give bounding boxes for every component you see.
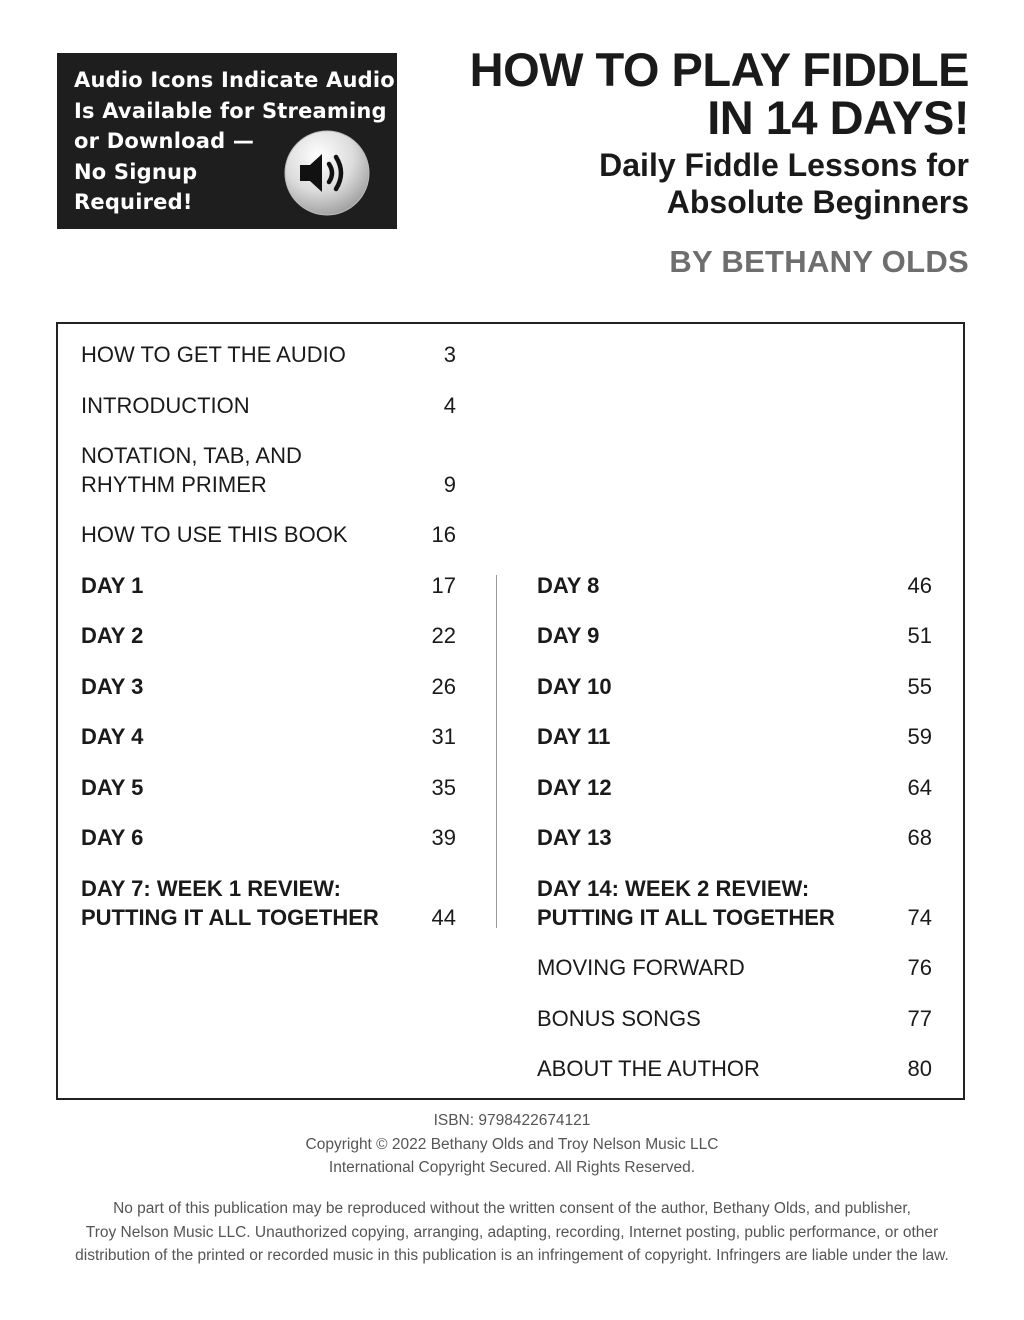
toc-page-number: 3 [443,342,456,367]
toc-entry-title [81,621,143,650]
toc-page-number: 39 [431,825,456,850]
toc-entry-title [537,823,612,852]
toc-entry-title [81,672,143,701]
toc-entry-title-line: HOW TO GET THE AUDIO [81,342,346,367]
copyright-block [0,1109,1024,1180]
toc-entry-title-line: DAY 7: WEEK 1 REVIEW: [81,876,341,901]
toc-page-number: 46 [907,573,932,598]
toc-entry-title-line: DAY 12 [537,775,612,800]
toc-page-number: 4 [443,393,456,418]
toc-entry-title-line: PUTTING IT ALL TOGETHER [537,905,835,930]
toc-entry-title-line: DAY 9 [537,623,600,648]
toc-page-number: 64 [907,775,932,800]
isbn-text: ISBN: 9798422674121 [433,1112,591,1129]
toc-entry-title [81,571,143,600]
audio-notice-line: or Download — [74,129,255,153]
book-subtitle-line: Daily Fiddle Lessons for [599,147,969,183]
legal-line: No part of this publication may be reproduced without the written consent of the author, Bethany Olds, and publisher, [113,1200,911,1217]
toc-entry [537,621,599,650]
toc-entry-title-line: PUTTING IT ALL TOGETHER [81,905,379,930]
toc-entry [81,391,250,420]
toc-entry-title [537,621,599,650]
toc-entry-title [81,340,346,369]
toc-page-number: 22 [431,623,456,648]
legal-line: Troy Nelson Music LLC. Unauthorized copying, arranging, adapting, recording, Internet posting, public performance, or other [85,1223,939,1241]
toc-page-number: 17 [431,573,456,598]
toc-page-number: 51 [907,623,932,648]
book-title-line: HOW TO PLAY FIDDLE [469,43,969,96]
toc-entry-title [537,672,612,701]
toc-entry-title-line: DAY 2 [81,623,144,648]
toc-entry [537,823,612,852]
audio-notice-box [57,53,397,229]
toc-page-number: 16 [431,522,456,547]
audio-notice-line: Required! [74,190,193,214]
toc-entry [537,874,835,932]
toc-entry-title-line: DAY 6 [81,825,144,850]
toc-entry-title-line: DAY 5 [81,775,144,800]
toc-page-number: 77 [907,1006,932,1031]
toc-entry-title [537,571,599,600]
toc-entry [537,571,599,600]
toc-entry-title [81,520,348,549]
legal-notice [0,1197,1024,1268]
toc-entry-title [81,722,143,751]
toc-entry-title-line: NOTATION, TAB, AND [81,443,302,468]
book-subtitle-line: Absolute Beginners [666,184,969,220]
toc-entry-title-line: DAY 3 [81,674,144,699]
toc-entry [537,1004,701,1033]
toc-entry [81,874,379,932]
audio-notice-line: Is Available for Streaming [74,98,387,123]
book-subtitle [409,147,969,221]
toc-page-number: 44 [431,905,456,930]
toc-entry-title [81,874,379,932]
toc-entry [81,823,143,852]
toc-entry-title [81,773,143,802]
toc-page-number: 59 [907,724,932,749]
toc-entry [81,773,143,802]
book-author: BY BETHANY OLDS [669,244,969,279]
toc-page-number: 76 [907,955,932,980]
toc-entry [537,672,612,701]
toc-entry-title-line: BONUS SONGS [537,1006,701,1031]
rights-text: International Copyright Secured. All Rights Reserved. [328,1159,696,1176]
toc-entry-title [537,1054,760,1083]
toc-entry [537,1054,760,1083]
toc-page-number: 80 [907,1056,932,1081]
toc-entry-title [537,874,835,932]
book-title [409,43,969,144]
audio-notice-line: No Signup [74,159,198,184]
toc-entry [537,773,612,802]
toc-entry-title-line: INTRODUCTION [81,393,250,418]
toc-entry-title [81,823,143,852]
toc-entry-title [537,722,610,751]
toc-page-number: 9 [443,472,456,497]
speaker-icon [284,130,370,216]
toc-entry-title-line: MOVING FORWARD [537,955,745,980]
toc-page-number: 74 [907,905,932,930]
toc-entry-title [537,953,745,982]
toc-entry [81,441,302,499]
toc-entry-title-line: HOW TO USE THIS BOOK [81,522,348,547]
toc-entry [81,340,346,369]
toc-entry-title-line: DAY 14: WEEK 2 REVIEW: [537,876,810,901]
toc-column-divider [496,575,497,928]
table-of-contents [56,322,965,1100]
toc-entry-title-line: ABOUT THE AUTHOR [537,1056,760,1081]
toc-entry [81,672,143,701]
toc-entry-title-line: DAY 13 [537,825,612,850]
toc-page-number: 68 [907,825,932,850]
toc-page-number: 35 [431,775,456,800]
copyright-text: Copyright © 2022 Bethany Olds and Troy Nelson Music LLC [305,1135,719,1153]
audio-notice-line: Audio Icons Indicate Audio [74,68,395,92]
toc-entry [81,571,143,600]
toc-entry [81,722,143,751]
toc-entry-title [537,1004,701,1033]
toc-entry [81,520,348,549]
legal-line: distribution of the printed or recorded music in this publication is an infringement of copyright. Infringers are liable under the law. [75,1247,949,1264]
toc-entry-title-line: DAY 11 [537,724,611,749]
toc-page-number: 26 [431,674,456,699]
toc-entry-title [81,441,302,499]
toc-entry-title-line: DAY 8 [537,573,600,598]
toc-page-number: 31 [431,724,456,749]
toc-entry-title-line: RHYTHM PRIMER [81,472,267,497]
toc-entry-title [537,773,612,802]
toc-entry-title [81,391,250,420]
toc-entry-title-line: DAY 10 [537,674,612,699]
toc-entry-title-line: DAY 1 [81,573,144,598]
toc-page-number: 55 [907,674,932,699]
title-block [409,43,969,280]
toc-entry [537,722,610,751]
toc-entry [537,953,745,982]
toc-entry [81,621,143,650]
toc-entry-title-line: DAY 4 [81,724,144,749]
book-title-line: IN 14 DAYS! [707,91,969,144]
